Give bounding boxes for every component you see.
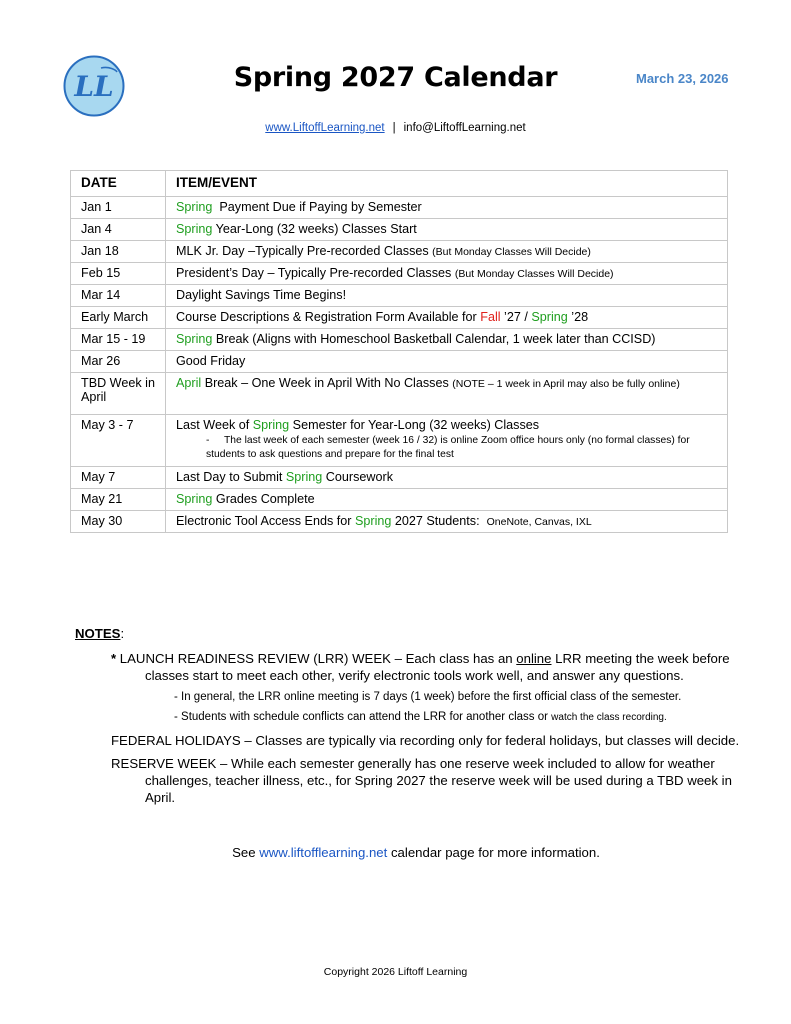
event-text: Semester for Year-Long (32 weeks) Classes: [289, 418, 540, 432]
see-text: See: [232, 845, 260, 860]
event-text: Electronic Tool Access Ends for: [176, 514, 355, 528]
table-row: [71, 415, 728, 467]
event-text: Last Day to Submit: [176, 470, 286, 484]
row-date: May 21: [71, 489, 166, 511]
table-row: [71, 307, 728, 329]
separator: |: [392, 122, 396, 134]
row-date: Jan 1: [71, 197, 166, 219]
spring-label: Spring: [176, 222, 213, 236]
spring-label: Spring: [252, 418, 290, 432]
fall-label: Fall: [480, 310, 501, 324]
header-date: DATE: [71, 171, 166, 197]
lrr-note: [111, 650, 745, 684]
april-label: April: [176, 376, 202, 390]
website-link[interactable]: www.LiftoffLearning.net: [265, 122, 385, 134]
lrr-online: online: [516, 651, 552, 666]
event-text: Last Week of: [176, 418, 253, 432]
row-event: Good Friday: [166, 351, 728, 373]
spring-label: Spring: [354, 514, 392, 528]
lrr-bullet: [174, 709, 745, 726]
calendar-table: [70, 170, 728, 533]
row-date: May 30: [71, 511, 166, 533]
email-text: info@LiftoffLearning.net: [403, 122, 526, 134]
event-note: OneNote, Canvas, IXL: [486, 516, 592, 528]
row-date: May 3 - 7: [71, 415, 166, 467]
table-row: [71, 511, 728, 533]
table-row: [71, 373, 728, 415]
sub-dash: -: [206, 435, 210, 446]
reserve-note: RESERVE WEEK – While each semester generally has one reserve week included to allow for weather challenges, teacher illness, etc., for Spring 2027 the reserve week will be used during a TBD week in April.: [111, 756, 732, 805]
event-note: (But Monday Classes Will Decide): [432, 246, 591, 258]
row-date: Mar 14: [71, 285, 166, 307]
event-text: Course Descriptions & Registration Form Available for: [176, 310, 481, 324]
event-text: ’27 /: [500, 310, 532, 324]
table-row: [71, 219, 728, 241]
spring-label: Spring: [176, 200, 213, 214]
sub-text: The last week of each semester (week 16 / 32) is online Zoom office hours only (no formal classes) for students to ask questions and prepare for the final test: [206, 435, 690, 460]
table-header-row: [71, 171, 728, 197]
row-event: [166, 373, 728, 415]
lrr-text: LAUNCH READINESS REVIEW (LRR) WEEK – Each class has an: [116, 651, 517, 666]
row-date: May 7: [71, 467, 166, 489]
lrr-bullet: - In general, the LRR online meeting is 7 days (1 week) before the first official class of the semester.: [174, 691, 682, 703]
see-text: calendar page for more information.: [387, 845, 600, 860]
event-text: ’28: [567, 310, 589, 324]
table-row: [71, 285, 728, 307]
sub-bullet: [206, 434, 717, 462]
event-note: (But Monday Classes Will Decide): [454, 268, 614, 280]
row-date: Mar 15 - 19: [71, 329, 166, 351]
event-text: Grades Complete: [212, 492, 315, 506]
row-date: Jan 18: [71, 241, 166, 263]
event-text: Break (Aligns with Homeschool Basketball Calendar, 1 week later than CCISD): [212, 332, 656, 346]
star-marker: *: [111, 651, 117, 666]
event-text: President’s Day – Typically Pre-recorded Classes: [176, 266, 455, 280]
spring-label: Spring: [176, 492, 213, 506]
event-text: Payment Due if Paying by Semester: [212, 200, 422, 214]
row-event: [166, 219, 728, 241]
table-row: [71, 351, 728, 373]
header-event: ITEM/EVENT: [166, 171, 728, 197]
notes-colon: :: [120, 626, 125, 641]
table-row: [71, 241, 728, 263]
spring-label: Spring: [531, 310, 568, 324]
row-event: [166, 415, 728, 467]
table-row: [71, 263, 728, 285]
event-text: 2027 Students:: [391, 514, 487, 528]
row-date: Mar 26: [71, 351, 166, 373]
row-event: [166, 241, 728, 263]
bullet-small-text: watch the class recording.: [551, 712, 667, 723]
row-event: [166, 467, 728, 489]
spring-label: Spring: [176, 332, 213, 346]
contact-line: [0, 122, 791, 134]
see-line: [0, 845, 791, 860]
bullet-text: - Students with schedule conflicts can attend the LRR for another class or: [174, 711, 552, 723]
row-event: [166, 329, 728, 351]
website-link-footer[interactable]: www.liftofflearning.net: [259, 845, 388, 860]
row-date: Jan 4: [71, 219, 166, 241]
document-date: March 23, 2026: [636, 71, 729, 86]
row-date: Feb 15: [71, 263, 166, 285]
row-event: [166, 263, 728, 285]
notes-section: [75, 626, 745, 806]
row-event: [166, 511, 728, 533]
lrr-text: LRR meeting the week before classes start to meet each other, verify electronic tools work well, and answer any questions.: [145, 651, 730, 683]
event-note: (NOTE – 1 week in April may also be fully online): [452, 378, 680, 390]
notes-heading-line: [75, 626, 745, 641]
row-event: [166, 489, 728, 511]
row-event: [166, 307, 728, 329]
table-row: [71, 329, 728, 351]
event-text: Break – One Week in April With No Classes: [201, 376, 453, 390]
logo-lettering: LL: [74, 70, 114, 103]
table-row: [71, 489, 728, 511]
event-text: Year-Long (32 weeks) Classes Start: [212, 222, 417, 236]
row-event: [166, 197, 728, 219]
row-date: TBD Week in April: [71, 373, 166, 415]
table-row: [71, 197, 728, 219]
federal-note: FEDERAL HOLIDAYS – Classes are typically via recording only for federal holidays, but classes will decide.: [111, 733, 740, 748]
row-event: Daylight Savings Time Begins!: [166, 285, 728, 307]
event-text: MLK Jr. Day –Typically Pre-recorded Classes: [176, 244, 433, 258]
page-title: Spring 2027 Calendar: [233, 62, 558, 93]
table-row: [71, 467, 728, 489]
spring-label: Spring: [285, 470, 323, 484]
copyright: Copyright 2026 Liftoff Learning: [323, 966, 468, 978]
notes-heading: NOTES: [75, 626, 121, 641]
row-date: Early March: [71, 307, 166, 329]
event-text: Coursework: [322, 470, 393, 484]
